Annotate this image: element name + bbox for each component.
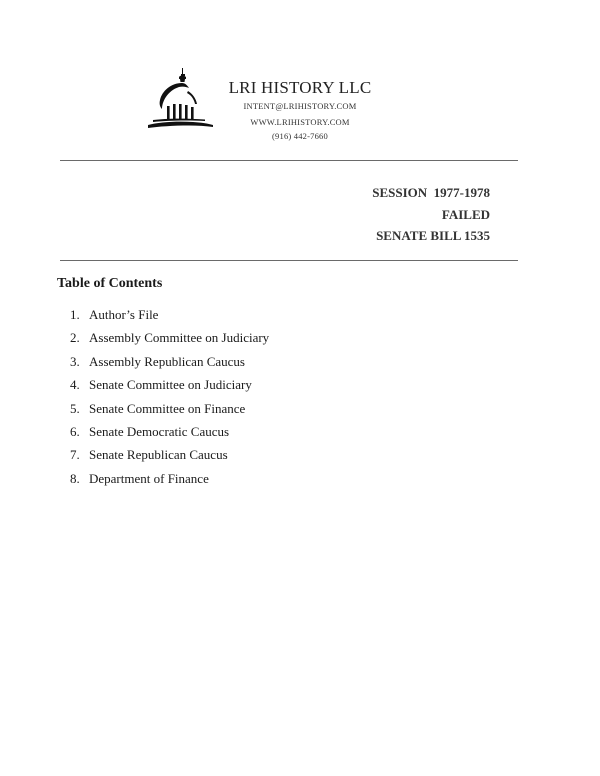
toc-item (70, 471, 269, 494)
toc-item-label: Assembly Committee on Judiciary (89, 330, 270, 346)
toc-item (70, 401, 269, 424)
toc-item-number: 2. (70, 330, 80, 346)
bill-info (372, 182, 490, 247)
company-phone: (916) 442-7660 (272, 131, 328, 141)
toc-item-label: Senate Republican Caucus (89, 447, 228, 463)
session-label: SESSION 1977-1978 (372, 185, 490, 200)
toc-item (70, 424, 269, 447)
toc-item-label: Assembly Republican Caucus (89, 353, 245, 369)
toc-item-number: 6. (70, 423, 80, 439)
toc-item (70, 377, 269, 400)
toc-item-label: Department of Finance (89, 470, 209, 486)
company-website: WWW.LRIHISTORY.COM (250, 117, 350, 127)
bottom-divider (60, 260, 518, 261)
toc-item (70, 307, 269, 330)
bill-status: FAILED (441, 206, 490, 222)
toc-item-number: 3. (70, 353, 80, 369)
toc-item-label: Senate Committee on Finance (89, 400, 246, 416)
toc-item-number: 8. (70, 470, 80, 486)
bill-number: SENATE BILL 1535 (376, 228, 490, 243)
toc-item-label: Author’s File (89, 307, 159, 322)
toc-title: Table of Contents (57, 276, 163, 291)
toc-item (70, 330, 269, 353)
toc-item-label: Senate Committee on Judiciary (89, 377, 252, 393)
toc-list (70, 307, 269, 494)
toc-item-number: 7. (70, 447, 80, 463)
toc-item (70, 354, 269, 377)
toc-item-number: 4. (70, 377, 80, 393)
toc-item-number: 5. (70, 400, 80, 416)
top-divider (60, 160, 518, 161)
toc-item-number: 1. (70, 307, 80, 322)
toc-item (70, 447, 269, 470)
company-email: INTENT@LRIHISTORY.COM (243, 101, 357, 111)
company-name: LRI HISTORY LLC (228, 78, 372, 97)
toc-item-label: Senate Democratic Caucus (89, 423, 230, 439)
